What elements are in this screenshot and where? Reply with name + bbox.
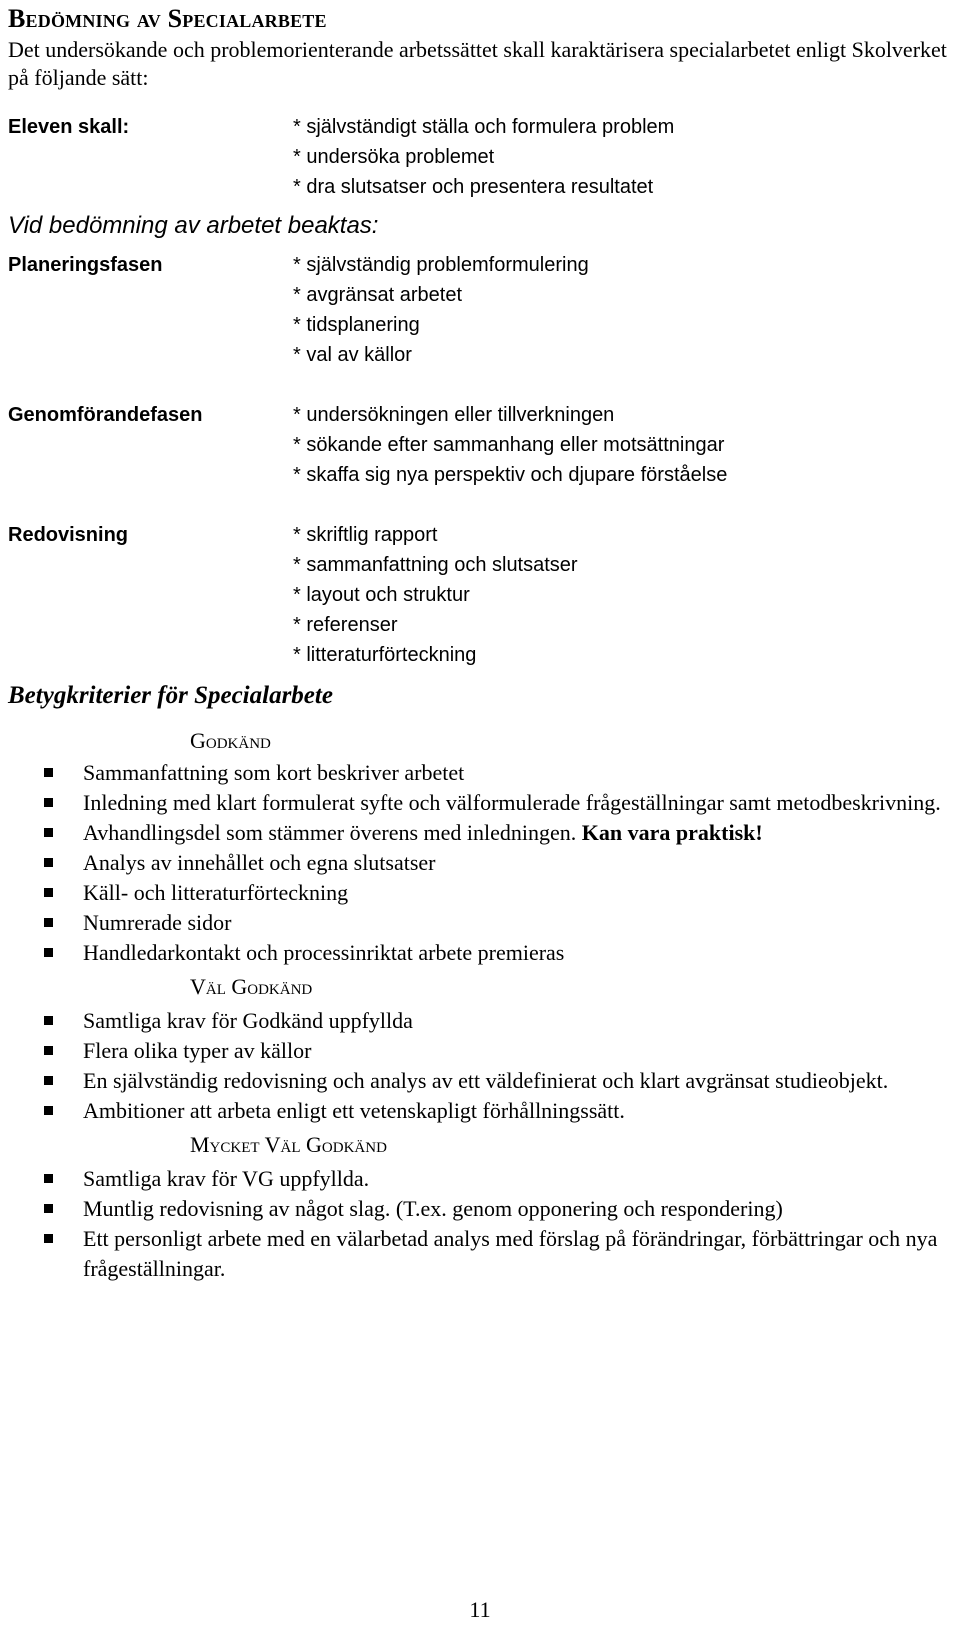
criteria-text: Sammanfattning som kort beskriver arbetet: [83, 760, 465, 785]
page-number: 11: [469, 1597, 491, 1622]
square-bullet-icon: [44, 1046, 53, 1055]
phase-item: * tidsplanering: [293, 314, 420, 336]
phase-label: Redovisning: [8, 524, 129, 546]
criteria-item: [8, 908, 958, 938]
square-bullet-icon: [44, 1076, 53, 1085]
square-bullet-icon: [44, 828, 53, 837]
phase-genomforande: [8, 400, 958, 490]
phase-label: Genomförandefasen: [8, 404, 203, 426]
eleven-section: [8, 112, 958, 202]
criteria-text: Flera olika typer av källor: [83, 1038, 312, 1063]
phase-label: Planeringsfasen: [8, 254, 163, 276]
criteria-item: [8, 1224, 958, 1284]
criteria-item: [8, 848, 958, 878]
eleven-items: [293, 112, 674, 202]
criteria-heading: Betygkriterier för Specialarbete: [8, 682, 333, 709]
criteria-text: En självständig redovisning och analys av ett väldefinierat och klart avgränsat studieobjekt.: [83, 1068, 889, 1093]
criteria-item: [8, 788, 958, 818]
criteria-item: [8, 1036, 958, 1066]
criteria-text: Samtliga krav för Godkänd uppfyllda: [83, 1008, 413, 1033]
beaktas-heading: Vid bedömning av arbetet beaktas:: [8, 212, 379, 239]
criteria-text: Ambitioner att arbeta enligt ett vetenskapligt förhållningssätt.: [83, 1098, 625, 1123]
grade-title: Godkänd: [190, 728, 271, 753]
phase-planering: [8, 250, 958, 370]
criteria-text: Muntlig redovisning av något slag. (T.ex. genom opponering och respondering): [83, 1196, 783, 1221]
square-bullet-icon: [44, 798, 53, 807]
criteria-text: Avhandlingsdel som stämmer överens med inledningen.: [83, 820, 582, 845]
square-bullet-icon: [44, 948, 53, 957]
intro-paragraph: Det undersökande och problemorienterande arbetssättet skall karaktärisera specialarbetet enligt Skolverket på följande sätt:: [8, 37, 947, 90]
square-bullet-icon: [44, 1174, 53, 1183]
criteria-item: [8, 878, 958, 908]
phase-items: [293, 250, 589, 370]
phase-items: [293, 520, 578, 670]
criteria-item: [8, 1194, 958, 1224]
page-title: Bedömning av Specialarbete: [8, 4, 327, 33]
criteria-text: Handledarkontakt och processinriktat arbete premieras: [83, 940, 565, 965]
grade-title: Väl Godkänd: [190, 974, 313, 999]
phase-redovisning: [8, 520, 958, 670]
criteria-item: [8, 1164, 958, 1194]
phase-item: * litteraturförteckning: [293, 644, 477, 666]
criteria-item: [8, 1096, 958, 1126]
criteria-emphasis: Kan vara praktisk!: [581, 820, 763, 845]
grade-godkand-list: [8, 758, 958, 968]
criteria-item: [8, 1006, 958, 1036]
eleven-item: * dra slutsatser och presentera resultatet: [293, 176, 654, 198]
document-page: [8, 4, 958, 1284]
criteria-text: Samtliga krav för VG uppfyllda.: [83, 1166, 370, 1191]
phase-item: * avgränsat arbetet: [293, 284, 462, 306]
eleven-item: * undersöka problemet: [293, 146, 495, 168]
phase-item: * sammanfattning och slutsatser: [293, 554, 578, 576]
criteria-item: [8, 758, 958, 788]
square-bullet-icon: [44, 768, 53, 777]
eleven-label: Eleven skall:: [8, 116, 130, 138]
phase-items: [293, 400, 727, 490]
square-bullet-icon: [44, 888, 53, 897]
criteria-item: [8, 818, 958, 848]
phase-item: * layout och struktur: [293, 584, 470, 606]
square-bullet-icon: [44, 1204, 53, 1213]
grade-val-godkand-list: [8, 1006, 958, 1126]
phase-item: * sökande efter sammanhang eller motsättningar: [293, 434, 725, 456]
phase-item: * val av källor: [293, 344, 412, 366]
criteria-item: [8, 938, 958, 968]
square-bullet-icon: [44, 1106, 53, 1115]
phase-item: * referenser: [293, 614, 398, 636]
criteria-text: Käll- och litteraturförteckning: [83, 880, 349, 905]
square-bullet-icon: [44, 1016, 53, 1025]
eleven-item: * självständigt ställa och formulera problem: [293, 116, 675, 138]
phase-item: * självständig problemformulering: [293, 254, 589, 276]
criteria-item: [8, 1066, 958, 1096]
phase-item: * undersökningen eller tillverkningen: [293, 404, 615, 426]
criteria-text: Analys av innehållet och egna slutsatser: [83, 850, 436, 875]
criteria-text: Ett personligt arbete med en välarbetad analys med förslag på förändringar, förbättringar och nya frågeställningar.: [83, 1226, 938, 1281]
criteria-text: Inledning med klart formulerat syfte och välformulerade frågeställningar samt metodbeskrivning.: [83, 790, 941, 815]
grade-title: Mycket Väl Godkänd: [190, 1132, 387, 1157]
square-bullet-icon: [44, 1234, 53, 1243]
phase-item: * skaffa sig nya perspektiv och djupare förståelse: [293, 464, 728, 486]
phase-item: * skriftlig rapport: [293, 524, 438, 546]
criteria-text: Numrerade sidor: [83, 910, 232, 935]
grade-mvg-list: [8, 1164, 958, 1284]
square-bullet-icon: [44, 858, 53, 867]
square-bullet-icon: [44, 918, 53, 927]
